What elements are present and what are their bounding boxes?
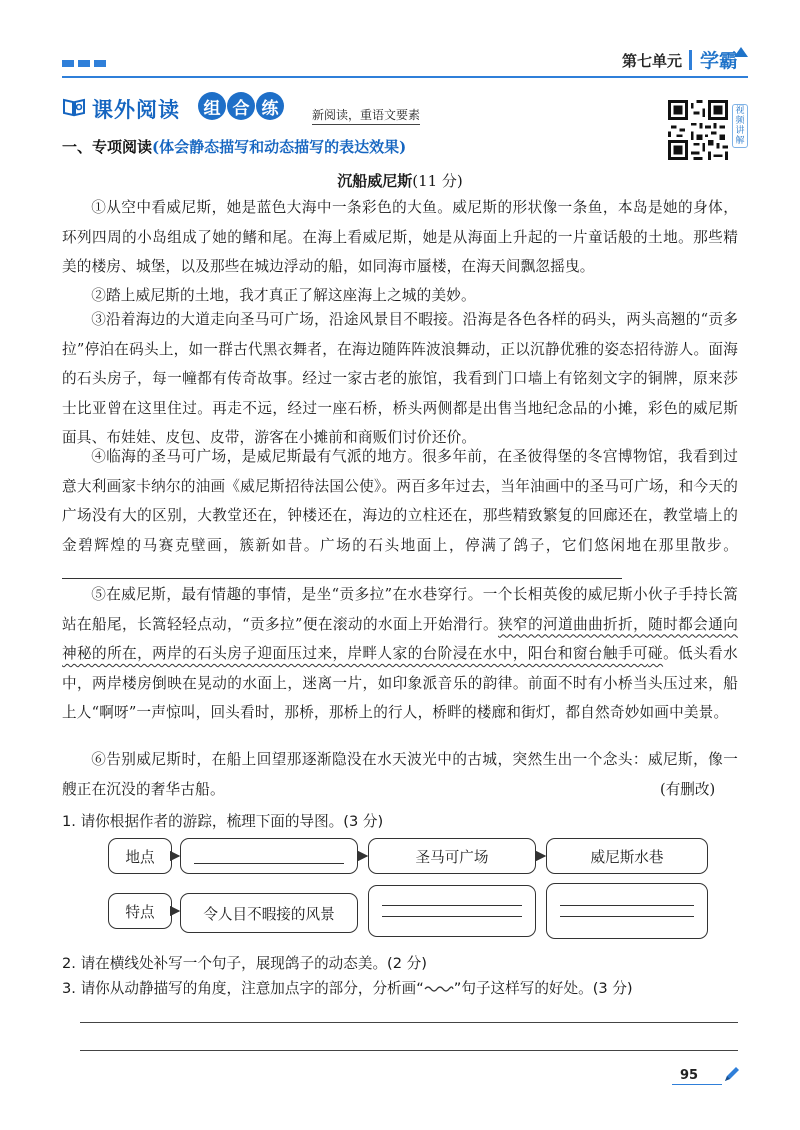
- combo-char: 组: [198, 92, 226, 120]
- paragraph-1: ①从空中看威尼斯，她是蓝色大海中一条彩色的大鱼。威尼斯的形状像一条鱼，本岛是她的身体，环列四周的小岛组成了她的鳍和尾。在海上看威尼斯，她是从海面上升起的一片童话般的土地。那些精美的楼房、城堡，以及那些在城边浮动的船，如同海市蜃楼，在海天间飘忽摇曳。: [62, 199, 738, 275]
- answer-line[interactable]: [80, 1050, 738, 1051]
- question-1: 1. 请你根据作者的游踪，梳理下面的导图。(3 分): [62, 813, 384, 830]
- page-number-rule: [672, 1084, 722, 1085]
- diagram-box-feature-1: 令人目不暇接的风景: [180, 893, 358, 933]
- question-3: [62, 977, 633, 998]
- paragraph-4-text: ④临海的圣马可广场，是威尼斯最有气派的地方。很多年前，在圣彼得堡的冬宫博物馆，我看到过意大利画家卡纳尔的油画《威尼斯招待法国公使》。两百多年过去，当年油画中的圣马可广场，和今天的广场没有大的区别，大教堂还在，钟楼还在，海边的立柱还在，那些精致繁复的回廊还在，教堂墙上的金碧辉煌的马赛克壁画，簇新如昔。广场的石头地面上，停满了鸽子，它们悠闲地在那里散步。: [62, 448, 738, 554]
- subheading-hint: (体会静态描写和动态描写的表达效果): [152, 138, 407, 156]
- article-points: (11 分): [412, 172, 463, 190]
- diagram-box-location-3: 威尼斯水巷: [546, 838, 708, 874]
- paragraph-5-text-a: ⑤在威尼斯，最有情趣的事情，是坐“贡多拉”在水巷穿行。一个长相英俊的威尼斯小伙子手持长篙站在船尾，长篙轻轻点动，“贡多拉”便在滚动的水面上开始滑行。: [62, 586, 738, 633]
- paragraph-2: ②踏上威尼斯的土地，我才真正了解这座海上之城的美妙。: [91, 287, 476, 304]
- question-3-text-a: 3. 请你从动静描写的角度，注意加点字的部分，分析画“: [62, 980, 424, 997]
- brand-logo: 学霸: [699, 50, 738, 72]
- wavy-underlined-sentence: 狭窄的河道曲曲折折，随时都会通向神秘的所在，两岸的石头房子迎面压过来，岸畔人家的台阶浸在水中，阳台和窗台触手可: [62, 615, 738, 662]
- paragraph-5-text-b: 。低头看水中，两岸楼房倒映在晃动的水面上，迷离一片，如印象派音乐的韵律。前面不时有小桥当头压过来，船上人“啊呀”一声惊叫，回头看时，那桥，那桥上的行人，桥畔的楼廊和街灯，都自然奇妙如画中美景。: [62, 645, 738, 721]
- combo-char: 合: [227, 92, 255, 120]
- wavy-line-icon: [424, 985, 454, 993]
- source-note: (有删改): [660, 781, 716, 798]
- diagram-label-feature: 特点: [108, 893, 172, 929]
- question-2: 2. 请在横线处补写一个句子，展现鸽子的动态美。(2 分): [62, 955, 427, 972]
- section-tagline: 新阅读，重语文要素: [312, 106, 420, 125]
- question-3-text-b: ”句子这样写的好处。(3 分): [453, 980, 633, 997]
- paragraph-6: ⑥告别威尼斯时，在船上回望那逐渐隐没在水天波光中的古城，突然生出一个念头：威尼斯，像一艘正在沉没的奢华古船。: [62, 751, 738, 798]
- answer-line[interactable]: [80, 1022, 738, 1023]
- section-title: 课外阅读: [92, 98, 180, 122]
- page-number: 95: [680, 1068, 699, 1083]
- pencil-icon: [722, 1064, 742, 1084]
- subheading-label: 一、专项阅读: [62, 138, 153, 156]
- wavy-underlined-char: 碰: [648, 645, 664, 662]
- video-explain-label[interactable]: 视频讲解: [732, 104, 748, 148]
- unit-label: 第七单元: [621, 52, 682, 70]
- paragraph-3: ③沿着海边的大道走向圣马可广场，沿途风景目不暇接。沿海是各色各样的码头，两头高翘的“贡多拉”停泊在码头上，如一群古代黑衣舞者，在海边随阵阵波浪舞动，正以沉静优雅的姿态招待游人。面海的石头房子，每一幢都有传奇故事。经过一家古老的旅馆，我看到门口墙上有铭刻文字的铜牌，原来莎士比亚曾在这里住过。再走不远，经过一座石桥，桥头两侧都是出售当地纪念品的小摊，彩色的威尼斯面具、布娃娃、皮包、皮带，游客在小摊前和商贩们讨价还价。: [62, 311, 738, 446]
- combo-char: 练: [256, 92, 284, 120]
- diagram-label-location: 地点: [108, 838, 172, 874]
- article-title: 沉船威尼斯: [337, 172, 413, 190]
- diagram-box-location-2: 圣马可广场: [368, 838, 536, 874]
